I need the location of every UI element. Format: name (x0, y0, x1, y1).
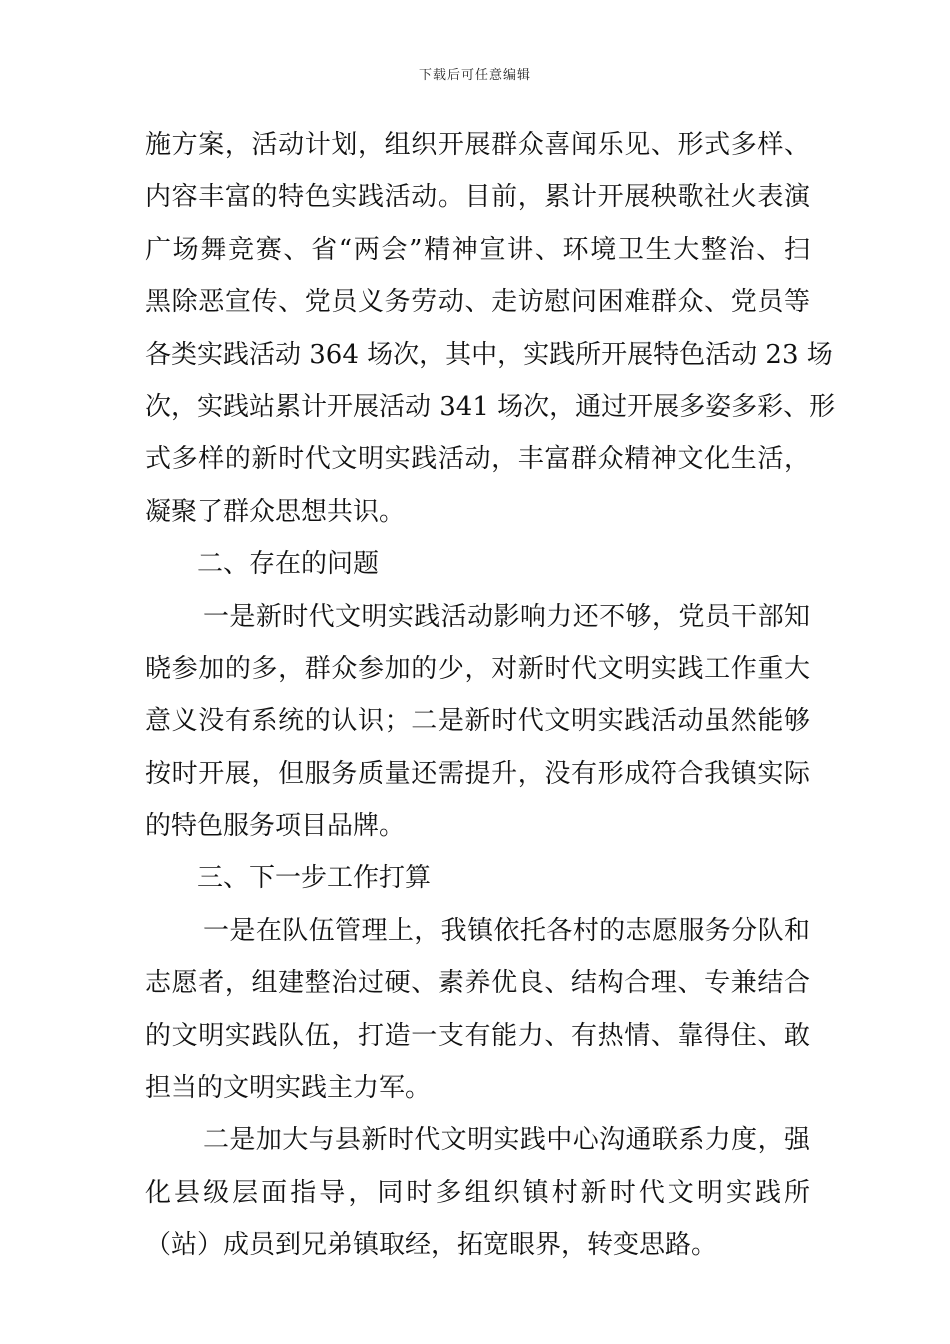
body-line: 式多样的新时代文明实践活动，丰富群众精神文化生活， (145, 444, 810, 475)
body-line: 志愿者，组建整治过硬、素养优良、结构合理、专兼结合 (145, 968, 810, 999)
body-line: 意义没有系统的认识；二是新时代文明实践活动虽然能够 (145, 706, 810, 737)
body-line: 化县级层面指导，同时多组织镇村新时代文明实践所 (145, 1177, 810, 1208)
page-header-note: 下载后可任意编辑 (418, 68, 531, 83)
body-line: （站）成员到兄弟镇取经，拓宽眼界，转变思路。 (145, 1230, 718, 1261)
body-line: 黑除恶宣传、党员义务劳动、走访慰问困难群众、党员等 (145, 287, 810, 318)
body-line: 的文明实践队伍，打造一支有能力、有热情、靠得住、敢 (145, 1020, 810, 1051)
document-body (145, 128, 836, 1281)
body-line: 按时开展，但服务质量还需提升，没有形成符合我镇实际 (145, 758, 810, 789)
body-line: 各类实践活动 364 场次，其中，实践所开展特色活动 23 场 (145, 339, 833, 370)
body-line: 施方案，活动计划，组织开展群众喜闻乐见、形式多样、 (145, 130, 810, 160)
body-line: 担当的文明实践主力军。 (145, 1073, 432, 1104)
body-line: 的特色服务项目品牌。 (145, 811, 406, 842)
body-line: 一是新时代文明实践活动影响力还不够，党员干部知 (203, 601, 810, 632)
body-line: 凝聚了群众思想共识。 (145, 496, 406, 527)
body-line: 二是加大与县新时代文明实践中心沟通联系力度，强 (203, 1125, 810, 1156)
body-line: 次，实践站累计开展活动 341 场次，通过开展多姿多彩、形 (145, 391, 836, 422)
body-line: 晓参加的多，群众参加的少，对新时代文明实践工作重大 (145, 653, 810, 684)
section-heading-next-steps: 三、下一步工作打算 (197, 863, 432, 894)
body-line: 内容丰富的特色实践活动。目前，累计开展秧歌社火表演 (145, 182, 810, 213)
section-heading-problems: 二、存在的问题 (197, 549, 380, 580)
body-line: 广场舞竞赛、省“两会”精神宣讲、环境卫生大整治、扫 (145, 234, 810, 265)
body-line: 一是在队伍管理上，我镇依托各村的志愿服务分队和 (203, 915, 810, 946)
